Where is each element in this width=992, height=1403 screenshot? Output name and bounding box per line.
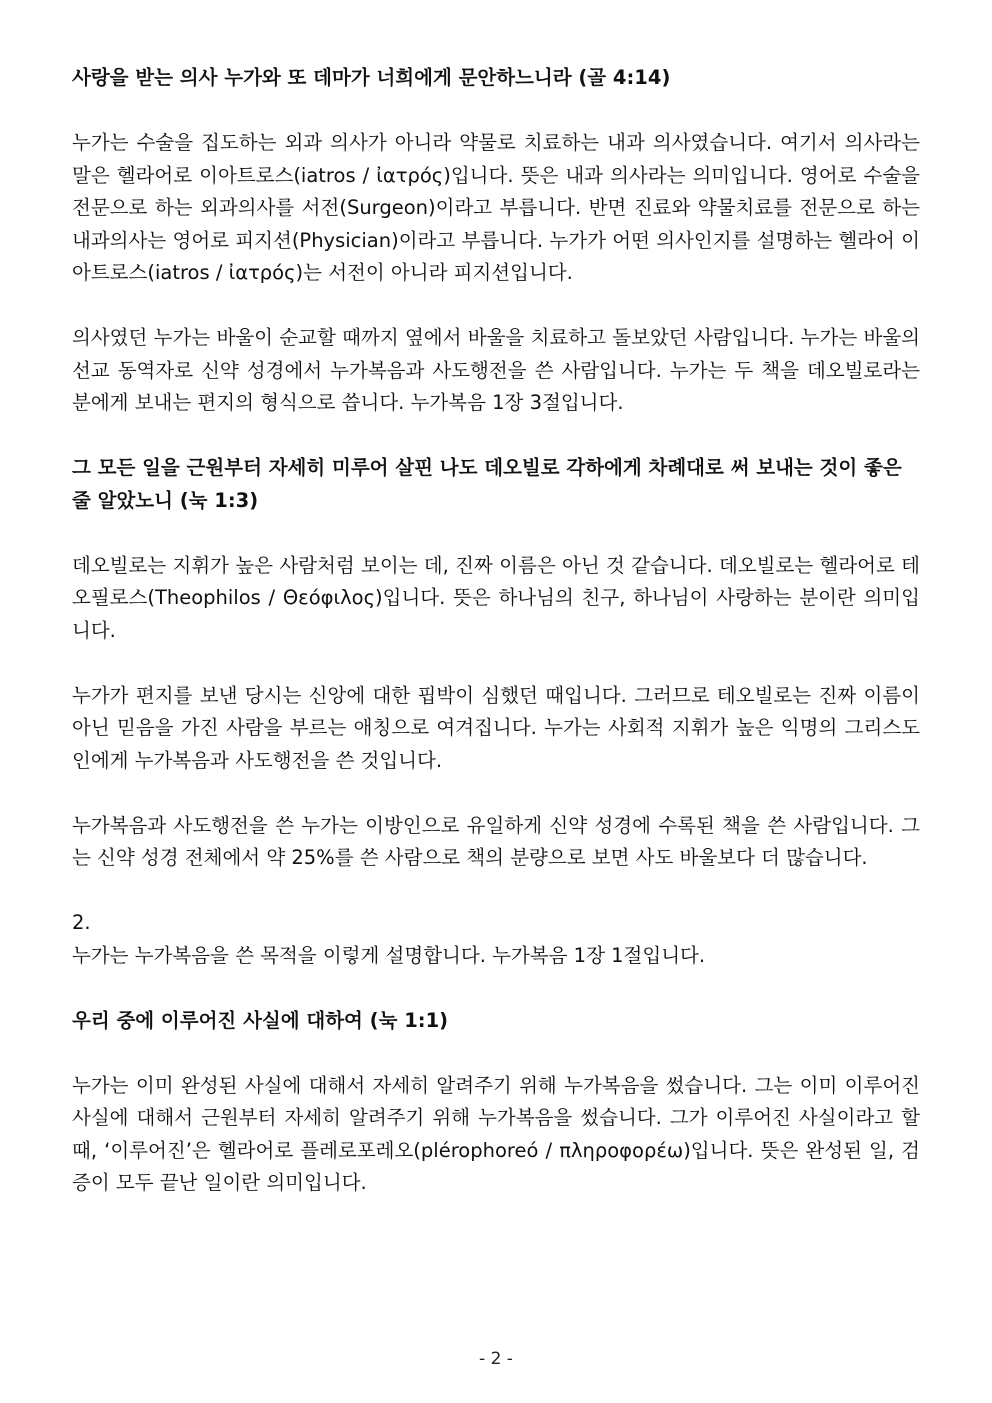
- body-paragraph: 누가가 편지를 보낸 당시는 신앙에 대한 핍박이 심했던 때입니다. 그러므로 테오빌로는 진짜 이름이 아닌 믿음을 가진 사람을 부르는 애칭으로 여겨집니다. 누가는 사회적 지휘가 높은 익명의 그리스도인에게 누가복음과 사도행전을 쓴 것입니다.: [72, 683, 920, 772]
- bible-verse-luke-1-3: 그 모든 일을 근원부터 자세히 미루어 살핀 나도 데오빌로 각하에게 차례대로 써 보내는 것이 좋은 줄 알았노니 (눅 1:3): [72, 456, 902, 512]
- body-paragraph: 의사였던 누가는 바울이 순교할 때까지 옆에서 바울을 치료하고 돌보았던 사람입니다. 누가는 바울의 선교 동역자로 신약 성경에서 누가복음과 사도행전을 쓴 사람입니다. 누가는 두 책을 데오빌로라는 분에게 보내는 편지의 형식으로 씁니다. 누가복음 1장 3절입니다.: [72, 326, 920, 414]
- page-number: - 2 -: [479, 1349, 513, 1369]
- body-paragraph: 누가는 수술을 집도하는 외과 의사가 아니라 약물로 치료하는 내과 의사였습니다. 여기서 의사라는 말은 헬라어로 이아트로스(iatros / ἰατρός)입니다. 뜻은 내과 의사라는 의미입니다. 영어로 수술을 전문으로 하는 외과의사를 서전(Surgeon)이라고 부릅니다. 반면 진료와 약물치료를 전문으로 하는 내과의사는 영어로 피지션(Physician)이라고 부릅니다. 누가가 어떤 의사인지를 설명하는 헬라어 이아트로스(iatros / ἰατρός)는 서전이 아니라 피지션입니다.: [72, 131, 920, 284]
- body-paragraph: 누가는 이미 완성된 사실에 대해서 자세히 알려주기 위해 누가복음을 썼습니다. 그는 이미 이루어진 사실에 대해서 근원부터 자세히 알려주기 위해 누가복음을 썼습니다. 그가 이루어진 사실이라고 할 때, ‘이루어진’은 헬라어로 플레로포레오(plérophoreó / πληροφορέω)입니다. 뜻은 완성된 일, 검증이 모두 끝난 일이란 의미입니다.: [72, 1073, 920, 1194]
- document-body: [72, 62, 920, 1200]
- body-paragraph: 데오빌로는 지휘가 높은 사람처럼 보이는 데, 진짜 이름은 아닌 것 같습니다. 데오빌로는 헬라어로 테오필로스(Theophilos / Θεόφιλος)입니다. 뜻은 하나님의 친구, 하나님이 사랑하는 분이란 의미입니다.: [72, 553, 920, 642]
- body-paragraph: 누가복음과 사도행전을 쓴 누가는 이방인으로 유일하게 신약 성경에 수록된 책을 쓴 사람입니다. 그는 신약 성경 전체에서 약 25%를 쓴 사람으로 책의 분량으로 보면 사도 바울보다 더 많습니다.: [72, 813, 920, 869]
- body-paragraph: 누가는 누가복음을 쓴 목적을 이렇게 설명합니다. 누가복음 1장 1절입니다.: [72, 943, 706, 967]
- bible-verse-colossians-4-14: 사랑을 받는 의사 누가와 또 데마가 너희에게 문안하느니라 (골 4:14): [72, 66, 671, 89]
- bible-verse-luke-1-1: 우리 중에 이루어진 사실에 대하여 (눅 1:1): [72, 1008, 449, 1032]
- section-number: 2.: [72, 911, 91, 934]
